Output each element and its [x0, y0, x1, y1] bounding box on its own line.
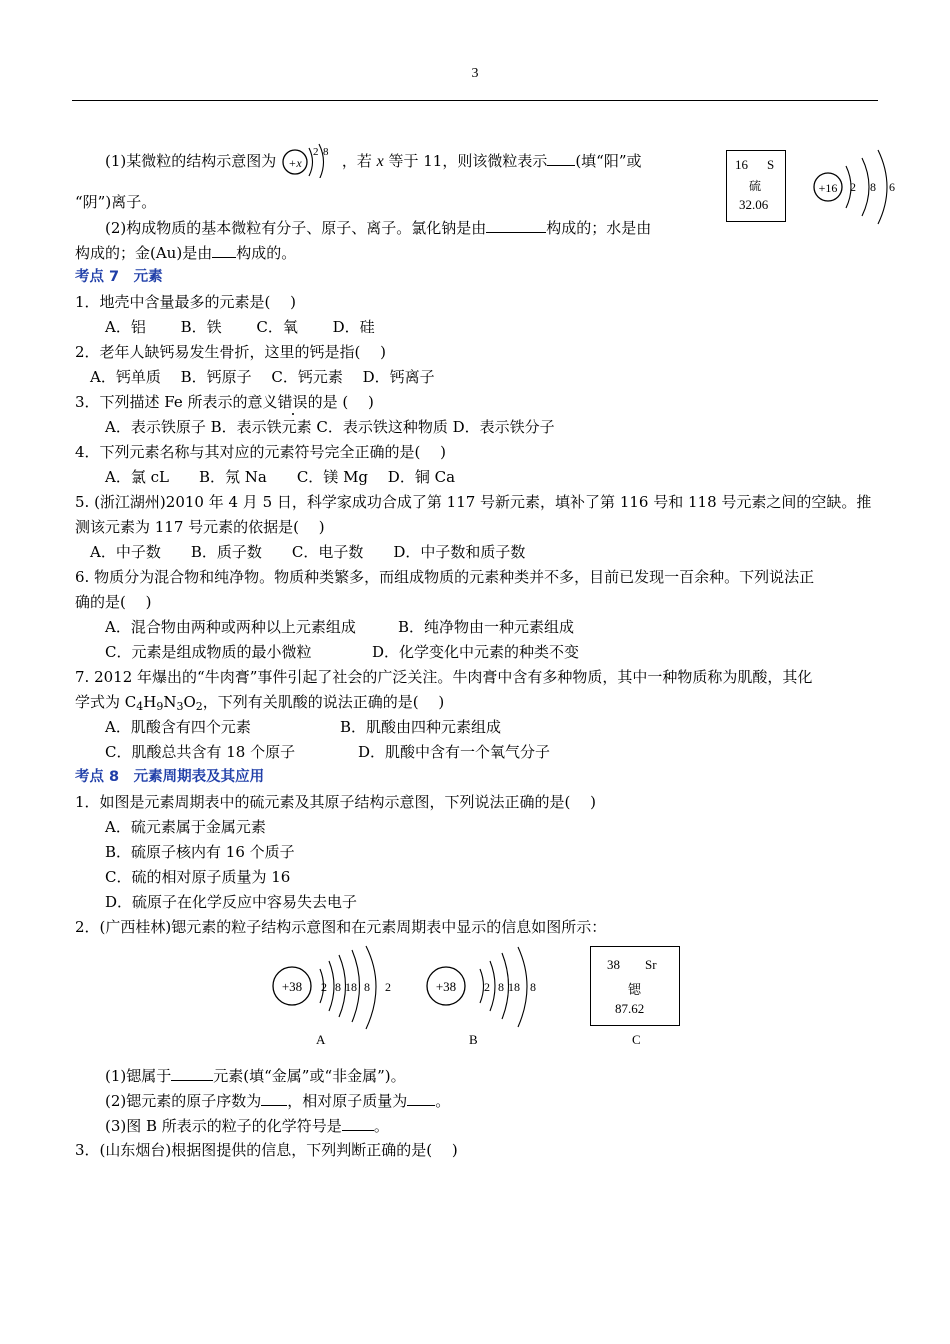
s7-q6-option-d: D．化学变化中元素的种类不变: [372, 643, 580, 661]
s7-q1: 1．地壳中含量最多的元素是( ): [75, 293, 297, 311]
section-7-title: 考点 7 元素: [75, 269, 163, 285]
text: 等于 11，则该微粒表示: [383, 152, 548, 170]
shell-count: 2: [321, 980, 327, 994]
s7-q6-line-2: 确的是( ): [75, 593, 152, 611]
element-symbol: Sr: [645, 957, 657, 972]
text: ，下列有关肌酸的说法正确的是( ): [202, 693, 445, 711]
text: (2)构成物质的基本微粒有分子、原子、离子。氯化钠是由: [105, 219, 487, 237]
s7-q6-option-b: B．纯净物由一种元素组成: [398, 618, 575, 636]
answer-blank[interactable]: [171, 1065, 213, 1081]
atomic-mass: 32.06: [739, 197, 769, 212]
shell-count: 2: [385, 980, 391, 994]
shell-count: 18: [508, 980, 520, 994]
s8-q1-option-d: D．硫原子在化学反应中容易失去电子: [105, 893, 358, 911]
strontium-periodic-cell: [590, 946, 680, 1026]
text: 错误: [277, 393, 308, 411]
shell-count: 8: [364, 980, 370, 994]
element-name: 硫: [749, 179, 762, 193]
shell-count: 8: [323, 146, 329, 158]
s7-q5-options: A．中子数 B．质子数 C．电子数 D．中子数和质子数: [90, 543, 526, 561]
element-name: 锶: [628, 983, 642, 998]
figure-label-c: C: [632, 1032, 641, 1047]
s7-q5-line-2: 测该元素为 117 号元素的依据是( ): [75, 518, 325, 536]
s7-q6-option-c: C．元素是组成物质的最小微粒: [105, 643, 312, 661]
atomic-number: 38: [607, 957, 620, 972]
shell-count: 8: [530, 980, 536, 994]
s8-q2: 2．(广西桂林)锶元素的粒子结构示意图和在元素周期表中显示的信息如图所示：: [75, 918, 607, 936]
nucleus-charge: +38: [281, 979, 303, 994]
text: 构成的。: [236, 244, 297, 262]
text: H: [143, 693, 157, 711]
text: 。: [373, 1117, 389, 1135]
s7-q7-line-2: [75, 692, 444, 717]
answer-blank[interactable]: [261, 1090, 287, 1106]
s7-q7-option-d: D．肌酸中含有一个氧气分子: [358, 743, 551, 761]
atomic-number: 16: [735, 157, 748, 172]
figure-label-b: B: [469, 1032, 478, 1047]
strontium-ion-structure-b: [422, 945, 552, 1035]
subscript: 4: [136, 700, 144, 713]
s7-q3-options: A．表示铁原子 B．表示铁元素 C．表示铁这种物质 D．表示铁分子: [105, 418, 555, 436]
answer-blank[interactable]: [212, 242, 236, 258]
subscript: 3: [176, 700, 184, 713]
figure-label-a: A: [316, 1032, 326, 1047]
text: O: [183, 693, 196, 711]
s7-q7-option-c: C．肌酸总共含有 18 个原子: [105, 743, 296, 761]
text: 构成的；水是由: [546, 219, 652, 237]
s7-q7-line-1: 7. 2012 年爆出的“牛肉膏”事件引起了社会的广泛关注。牛肉膏中含有多种物质，其中一种物质称为肌酸，其化: [75, 668, 813, 686]
text: (2)锶元素的原子序数为: [105, 1092, 262, 1110]
shell-count: 6: [889, 180, 895, 194]
s7-q6-option-a: A．混合物由两种或两种以上元素组成: [105, 618, 356, 636]
s8-q1-option-c: C．硫的相对原子质量为 16: [105, 868, 291, 886]
shell-count: 2: [313, 146, 319, 158]
text: (填“阳”或: [575, 152, 642, 170]
s7-q2: 2．老年人缺钙易发生骨折，这里的钙是指( ): [75, 343, 387, 361]
text: 元素(填“金属”或“非金属”)。: [213, 1067, 406, 1085]
s7-q5-line-1: 5. (浙江湖州)2010 年 4 月 5 日，科学家成功合成了第 117 号新元素，填补了第 116 号和 118 号元素之间的空缺。推: [75, 493, 872, 511]
text: 。: [435, 1092, 451, 1110]
answer-blank[interactable]: [547, 150, 575, 166]
s7-q7-option-a: A．肌酸含有四个元素: [105, 718, 251, 736]
s7-q3: [75, 392, 374, 412]
intro-line-2: “阴”)离子。: [75, 193, 157, 211]
text: 构成的；金(Au)是由: [75, 244, 213, 262]
s8-q3: 3．(山东烟台)根据图提供的信息，下列判断正确的是( ): [75, 1141, 458, 1159]
subscript: 9: [156, 700, 164, 713]
answer-blank[interactable]: [486, 217, 546, 233]
particle-structure-diagram: [281, 142, 337, 178]
element-symbol: S: [767, 157, 775, 172]
text: (3)图 B 所表示的粒子的化学符号是: [105, 1117, 342, 1135]
s8-q1: 1．如图是元素周期表中的硫元素及其原子结构示意图，下列说法正确的是( ): [75, 793, 597, 811]
s8-q2-sub1: [105, 1065, 406, 1086]
sulfur-periodic-cell: [726, 150, 786, 222]
shell-count: 2: [850, 180, 856, 194]
intro-line-4: [75, 242, 296, 263]
text: N: [163, 693, 177, 711]
nucleus-charge: +x: [288, 156, 302, 170]
shell-count: 2: [484, 980, 490, 994]
text: 学式为 C: [75, 693, 137, 711]
s8-q2-sub2: [105, 1090, 450, 1111]
emphasis-dots: [278, 392, 308, 412]
shell-count: 18: [345, 980, 357, 994]
s7-q6-line-1: 6. 物质分为混合物和纯净物。物质种类繁多，而组成物质的元素种类并不多，目前已发现一百余种。下列说法正: [75, 568, 815, 586]
text: 3．下列描述 Fe 所表示的意义: [75, 393, 278, 411]
s8-q2-sub3: [105, 1115, 389, 1136]
text: (1)某微粒的结构示意图为: [105, 152, 277, 170]
header-rule: [72, 100, 878, 101]
shell-count: 8: [335, 980, 341, 994]
sulfur-atom-structure: [810, 148, 900, 228]
section-8-title: 考点 8 元素周期表及其应用: [75, 769, 265, 785]
atomic-mass: 87.62: [615, 1001, 645, 1016]
strontium-atom-structure-a: [266, 945, 406, 1035]
variable-x: x: [376, 153, 384, 170]
s7-q4: 4．下列元素名称与其对应的元素符号完全正确的是( ): [75, 443, 447, 461]
answer-blank[interactable]: [342, 1115, 374, 1131]
shell-count: 8: [498, 980, 504, 994]
text: 的是 ( ): [307, 393, 374, 411]
s8-q1-option-b: B．硫原子核内有 16 个质子: [105, 843, 295, 861]
text: ，相对原子质量为: [287, 1092, 408, 1110]
shell-count: 8: [870, 180, 876, 194]
s7-q2-options: A．钙单质 B．钙原子 C．钙元素 D．钙离子: [90, 368, 435, 386]
text: (1)锶属于: [105, 1067, 172, 1085]
s8-q1-option-a: A．硫元素属于金属元素: [105, 818, 266, 836]
subscript: 2: [195, 700, 203, 713]
intro-line-1: [105, 142, 642, 178]
s7-q7-option-b: B．肌酸由四种元素组成: [340, 718, 502, 736]
intro-line-3: [105, 217, 651, 238]
s7-q4-options: A．氯 cL B．氖 Na C．镁 Mg D．铜 Ca: [105, 468, 456, 486]
nucleus-charge: +38: [435, 979, 457, 994]
answer-blank[interactable]: [407, 1090, 435, 1106]
s7-q1-options: A．铝 B．铁 C．氧 D．硅: [105, 318, 375, 336]
page-number: 3: [471, 66, 479, 81]
nucleus-charge: +16: [818, 181, 838, 195]
text: ，若: [341, 152, 377, 170]
